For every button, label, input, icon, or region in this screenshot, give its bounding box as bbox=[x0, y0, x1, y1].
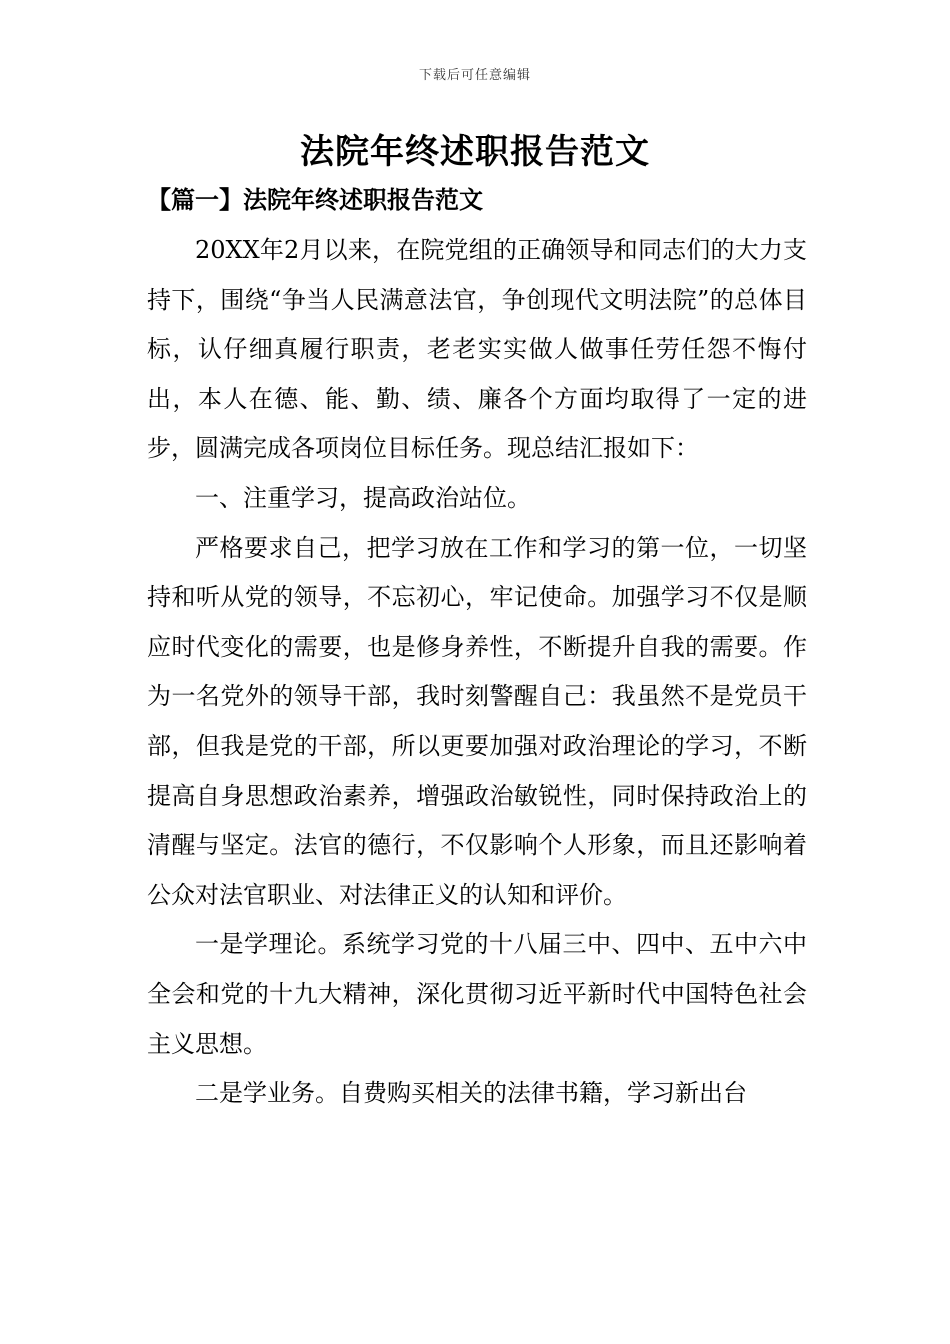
paragraph-study-detail: 严格要求自己，把学习放在工作和学习的第一位，一切坚持和听从党的领导，不忘初心，牢记使命。加强学习不仅是顺应时代变化的需要，也是修身养性，不断提升自我的需要。作为一名党外的领导干部，我时刻警醒自己：我虽然不是党员干部，但我是党的干部，所以更要加强对政治理论的学习，不断提高自身思想政治素养，增强政治敏锐性，同时保持政治上的清醒与坚定。法官的德行，不仅影响个人形象，而且还影响着公众对法官职业、对法律正义的认知和评价。 bbox=[147, 533, 807, 909]
paragraph-intro: 20XX年2月以来，在院党组的正确领导和同志们的大力支持下，围绕“争当人民满意法官，争创现代文明法院”的总体目标，认仔细真履行职责，老老实实做人做事任劳任怨不悔付出，本人在德、能、勤、绩、廉各个方面均取得了一定的进步，圆满完成各项岗位目标任务。现总结汇报如下： bbox=[147, 236, 807, 463]
document-title: 法院年终述职报告范文 bbox=[300, 132, 650, 172]
paragraph-business: 二是学业务。自费购买相关的法律书籍，学习新出台 bbox=[195, 1079, 747, 1108]
paragraph-theory: 一是学理论。系统学习党的十八届三中、四中、五中六中全会和党的十九大精神，深化贯彻习近平新时代中国特色社会主义思想。 bbox=[147, 930, 807, 1058]
paragraph-heading-study: 一、注重学习，提高政治站位。 bbox=[195, 483, 531, 512]
document-body bbox=[147, 226, 807, 1119]
section-heading: 【篇一】法院年终述职报告范文 bbox=[147, 185, 483, 214]
header-note: 下载后可任意编辑 bbox=[418, 68, 531, 83]
